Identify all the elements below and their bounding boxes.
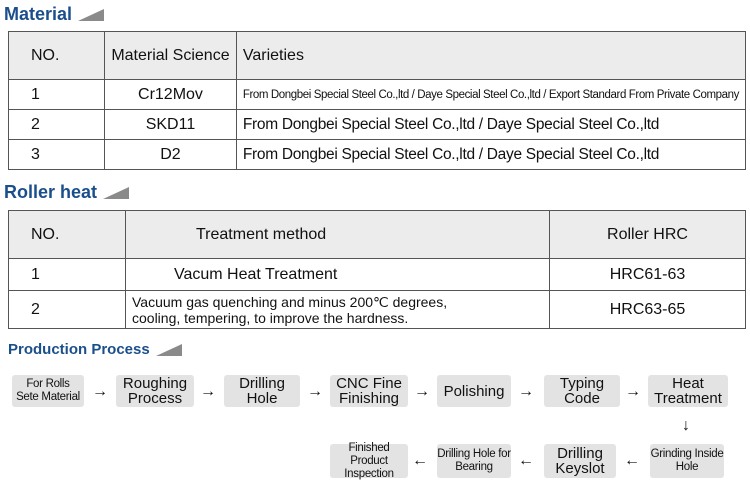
step-line-1: Drilling Hole for: [437, 448, 511, 460]
row-no: 3: [9, 140, 105, 170]
row-no: 2: [9, 291, 126, 329]
header-treatment-method: Treatment method: [126, 211, 550, 259]
step-line-2: Hole: [675, 461, 699, 473]
arrow-right-icon: →: [92, 383, 108, 400]
arrow-right-icon: →: [518, 383, 534, 400]
header-material-science: Material Science: [105, 32, 237, 80]
row-varieties: From Dongbei Special Steel Co.,ltd / Daye Special Steel Co.,ltd: [236, 110, 745, 140]
process-title: Production Process: [8, 341, 150, 358]
step-line-1: For Rolls: [26, 378, 70, 390]
step-line-1: CNC Fine: [336, 375, 402, 392]
step-line-2: Bearing: [455, 461, 493, 473]
arrow-right-icon: →: [200, 383, 216, 400]
header-roller-hrc: Roller HRC: [550, 211, 746, 259]
step-line-2: Hole: [246, 390, 278, 407]
material-title: Material: [4, 4, 73, 24]
process-step: [330, 375, 408, 407]
row-no: 1: [9, 80, 105, 110]
arrow-down-icon: ↓: [682, 417, 690, 434]
table-row: [9, 259, 746, 291]
header-no: NO.: [9, 32, 105, 80]
row-varieties: From Dongbei Special Steel Co.,ltd / Daye Special Steel Co.,ltd / Export Standard From Private Company: [236, 80, 745, 110]
process-step: [648, 375, 728, 407]
table-row: [9, 80, 746, 110]
process-step: [330, 441, 408, 480]
table-header-row: [9, 32, 746, 80]
arrow-left-icon: ←: [518, 452, 534, 469]
step-line-1: Drilling: [239, 375, 285, 392]
arrow-left-icon: ←: [624, 452, 640, 469]
row-hrc: HRC63-65: [550, 291, 746, 329]
step-line-2: Inspection: [344, 467, 394, 480]
row-material: Cr12Mov: [105, 80, 237, 110]
arrow-right-icon: →: [307, 383, 323, 400]
row-material: D2: [105, 140, 237, 170]
process-step: [437, 375, 511, 407]
step-line-1: Roughing: [122, 375, 188, 392]
step-line-1: Grinding Inside: [650, 448, 724, 460]
table-header-row: [9, 211, 746, 259]
process-step: [544, 375, 620, 407]
process-step: [116, 375, 194, 407]
arrow-left-icon: ←: [412, 452, 428, 469]
table-row: [9, 110, 746, 140]
step-line-1: Drilling: [557, 445, 603, 462]
step-line-2: Sete Material: [16, 391, 80, 403]
roller-heat-title: Roller heat: [4, 182, 98, 202]
header-varieties: Varieties: [236, 32, 745, 80]
method-line-1: Vacuum gas quenching and minus 200℃ degrees,: [132, 293, 448, 310]
step-line-1: Typing: [559, 375, 605, 392]
step-line-1: Heat: [672, 375, 704, 392]
step-line-1: Polishing: [443, 382, 505, 400]
arrow-right-icon: →: [625, 383, 641, 400]
row-material: SKD11: [105, 110, 237, 140]
table-row: [9, 140, 746, 170]
process-step: [12, 375, 84, 407]
step-line-2: Finishing: [338, 390, 399, 407]
method-line-2: cooling, tempering, to improve the hardness.: [132, 309, 409, 326]
flag-icon: [78, 9, 104, 21]
arrow-right-icon: →: [414, 383, 430, 400]
header-no: NO.: [9, 211, 126, 259]
process-step: [650, 444, 724, 478]
step-line-2: Keyslot: [555, 460, 605, 477]
step-line-1: Finished Product: [348, 441, 390, 467]
roller-heat-table: [8, 210, 746, 329]
table-row: [9, 291, 746, 329]
row-no: 2: [9, 110, 105, 140]
material-table: [8, 31, 746, 170]
process-step: [224, 375, 300, 407]
process-step: [544, 444, 616, 478]
step-line-2: Process: [127, 390, 183, 407]
row-hrc: HRC61-63: [550, 259, 746, 291]
step-line-2: Treatment: [654, 390, 722, 407]
step-line-2: Code: [564, 390, 600, 407]
process-section-title: [8, 341, 182, 358]
row-varieties: From Dongbei Special Steel Co.,ltd / Daye Special Steel Co.,ltd: [236, 140, 745, 170]
row-method: [126, 291, 550, 329]
row-no: 1: [9, 259, 126, 291]
flag-icon: [156, 344, 182, 356]
material-section-title: [4, 4, 104, 25]
process-step: [437, 444, 511, 478]
row-method: Vacum Heat Treatment: [126, 259, 550, 291]
roller-heat-section-title: [4, 182, 129, 203]
flag-icon: [103, 187, 129, 199]
